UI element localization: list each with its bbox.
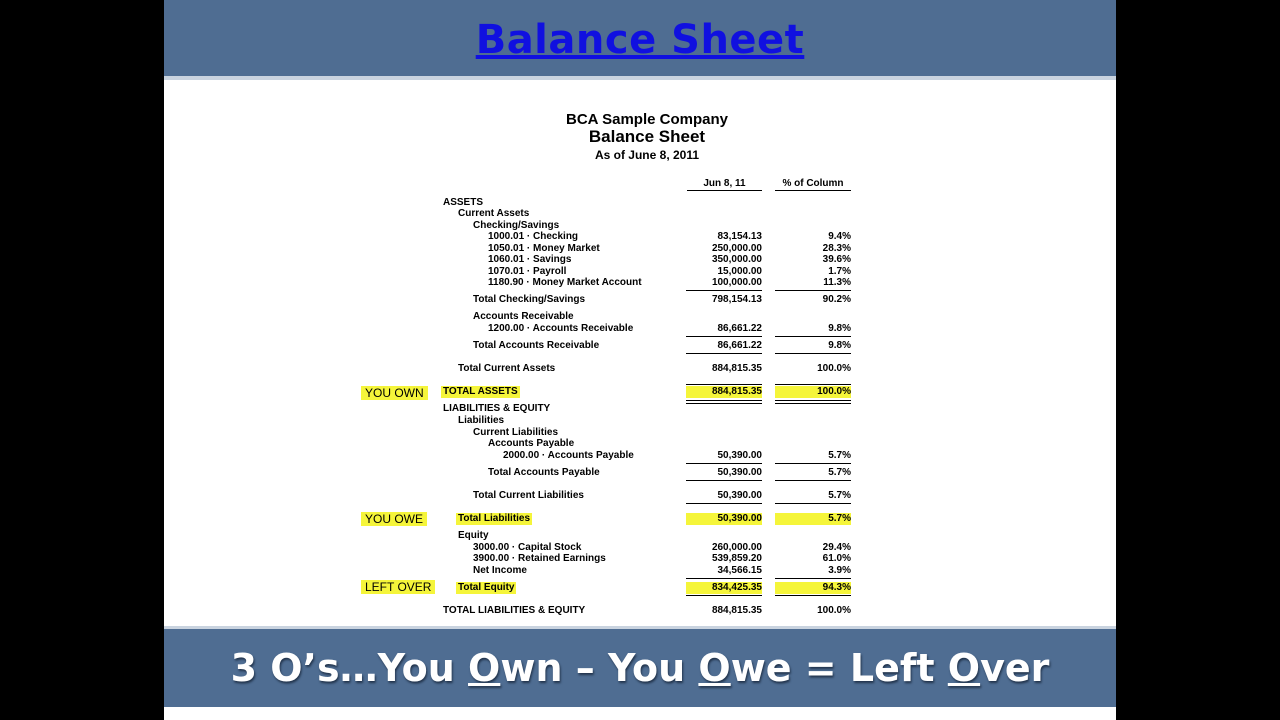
- row-label: Current Liabilities: [473, 427, 559, 438]
- table-row: [164, 438, 1116, 450]
- row-percent: 9.8%: [828, 323, 851, 334]
- row-percent: 3.9%: [828, 565, 851, 576]
- subtotal-rule: [686, 503, 762, 504]
- row-label: 3000.00 · Capital Stock: [473, 542, 582, 553]
- row-percent: 39.6%: [822, 254, 851, 265]
- subtotal-rule: [775, 290, 851, 291]
- column-header-percent: % of Column: [775, 178, 851, 191]
- row-amount: 834,425.35: [686, 582, 762, 594]
- row-amount: 884,815.35: [686, 386, 762, 398]
- annotation-you-own: YOU OWN: [361, 386, 428, 400]
- table-row: [164, 340, 1116, 352]
- subtotal-rule: [775, 503, 851, 504]
- total-double-rule: [775, 400, 851, 404]
- row-label: Current Assets: [458, 208, 530, 219]
- row-label: 1050.01 · Money Market: [488, 243, 600, 254]
- row-percent: 100.0%: [817, 363, 851, 374]
- subtotal-rule: [686, 463, 762, 464]
- row-label: 2000.00 · Accounts Payable: [503, 450, 634, 461]
- table-row: [164, 403, 1116, 415]
- row-amount: 50,390.00: [717, 450, 762, 461]
- row-amount: 50,390.00: [717, 490, 762, 501]
- row-label: Total Liabilities: [458, 513, 531, 524]
- row-percent: 11.3%: [823, 277, 851, 288]
- caption-part: wn – You: [500, 646, 699, 690]
- row-percent: 29.4%: [822, 542, 851, 553]
- row-label: ASSETS: [443, 197, 484, 208]
- row-label: LIABILITIES & EQUITY: [443, 403, 551, 414]
- row-amount: 539,859.20: [711, 553, 762, 564]
- table-row: [164, 513, 1116, 525]
- row-label: Total Equity: [458, 582, 515, 593]
- total-double-rule: [686, 400, 762, 404]
- row-label: Accounts Payable: [488, 438, 575, 449]
- row-amount: 50,390.00: [717, 467, 762, 478]
- subtotal-rule: [686, 595, 762, 596]
- balance-sheet-table: [164, 0, 1116, 720]
- row-amount: 798,154.13: [711, 294, 762, 305]
- row-percent: 100.0%: [817, 605, 851, 616]
- annotation-you-owe: YOU OWE: [361, 512, 427, 526]
- row-percent: 94.3%: [775, 582, 851, 594]
- row-label: 1060.01 · Savings: [488, 254, 572, 265]
- row-percent: 9.8%: [828, 340, 851, 351]
- annotation-left-over: LEFT OVER: [361, 580, 435, 594]
- row-label: Total Current Liabilities: [473, 490, 584, 501]
- row-percent: 100.0%: [775, 386, 851, 398]
- row-percent: 5.7%: [828, 450, 851, 461]
- row-label: Total Accounts Payable: [488, 467, 600, 478]
- caption-part: we = Left: [730, 646, 948, 690]
- table-row: [164, 450, 1116, 462]
- subtotal-rule: [775, 578, 851, 579]
- table-row: [164, 582, 1116, 594]
- caption-letter-o: O: [947, 646, 981, 690]
- row-label: 1070.01 · Payroll: [488, 266, 567, 277]
- table-row: [164, 553, 1116, 565]
- table-row: [164, 415, 1116, 427]
- report-title: Balance Sheet: [588, 127, 706, 146]
- row-label: TOTAL ASSETS: [443, 386, 518, 397]
- row-label: Total Accounts Receivable: [473, 340, 600, 351]
- table-row: [164, 530, 1116, 542]
- row-label: Accounts Receivable: [473, 311, 574, 322]
- caption-text: [164, 643, 1116, 693]
- table-row: [164, 311, 1116, 323]
- caption-part: 3 O’s…You: [230, 646, 469, 690]
- row-label: Liabilities: [458, 415, 505, 426]
- row-percent: 5.7%: [775, 513, 851, 525]
- report-date: As of June 8, 2011: [594, 148, 700, 162]
- subtotal-rule: [775, 595, 851, 596]
- row-label: 1200.00 · Accounts Receivable: [488, 323, 634, 334]
- subtotal-rule: [775, 384, 851, 385]
- row-percent: 9.4%: [828, 231, 851, 242]
- table-row: [164, 208, 1116, 220]
- row-label: 1180.90 · Money Market Account: [488, 277, 642, 288]
- row-amount: 884,815.35: [711, 363, 762, 374]
- caption-letter-o: O: [698, 646, 731, 690]
- subtotal-rule: [686, 290, 762, 291]
- row-amount: 86,661.22: [717, 323, 762, 334]
- row-label: Equity: [458, 530, 489, 541]
- row-label: 3900.00 · Retained Earnings: [473, 553, 606, 564]
- subtotal-rule: [775, 336, 851, 337]
- row-label: Total Current Assets: [458, 363, 556, 374]
- row-percent: 5.7%: [828, 467, 851, 478]
- row-label: Net Income: [473, 565, 527, 576]
- row-amount: 50,390.00: [686, 513, 762, 525]
- row-amount: 350,000.00: [711, 254, 762, 265]
- table-row: [164, 231, 1116, 243]
- table-row: [164, 386, 1116, 398]
- subtotal-rule: [686, 353, 762, 354]
- table-row: [164, 254, 1116, 266]
- row-amount: 83,154.13: [717, 231, 762, 242]
- row-percent: 61.0%: [822, 553, 851, 564]
- row-amount: 34,566.15: [717, 565, 762, 576]
- slide-title-link[interactable]: Balance Sheet: [475, 17, 805, 63]
- slide: [164, 0, 1116, 720]
- row-amount: 884,815.35: [711, 605, 762, 616]
- row-amount: 250,000.00: [711, 243, 762, 254]
- row-percent: 90.2%: [822, 294, 851, 305]
- table-row: [164, 490, 1116, 502]
- subtotal-rule: [686, 480, 762, 481]
- row-percent: 5.7%: [828, 490, 851, 501]
- subtotal-rule: [686, 336, 762, 337]
- company-name: BCA Sample Company: [566, 111, 728, 128]
- table-row: [164, 323, 1116, 335]
- subtotal-rule: [686, 384, 762, 385]
- table-row: [164, 277, 1116, 289]
- row-label: TOTAL LIABILITIES & EQUITY: [443, 605, 586, 616]
- row-amount: 86,661.22: [717, 340, 762, 351]
- row-label: Checking/Savings: [473, 220, 560, 231]
- subtotal-rule: [686, 578, 762, 579]
- subtotal-rule: [775, 463, 851, 464]
- table-row: [164, 467, 1116, 479]
- table-row: [164, 605, 1116, 617]
- caption-part: ver: [980, 646, 1050, 690]
- row-amount: 15,000.00: [717, 266, 762, 277]
- table-row: [164, 294, 1116, 306]
- table-row: [164, 363, 1116, 375]
- table-row: [164, 565, 1116, 577]
- row-label: 1000.01 · Checking: [488, 231, 579, 242]
- row-percent: 1.7%: [828, 266, 851, 277]
- row-percent: 28.3%: [822, 243, 851, 254]
- subtotal-rule: [775, 353, 851, 354]
- caption-banner: [164, 626, 1116, 707]
- subtotal-rule: [775, 480, 851, 481]
- row-amount: 260,000.00: [711, 542, 762, 553]
- column-header-amount: Jun 8, 11: [687, 178, 762, 191]
- row-label: Total Checking/Savings: [473, 294, 586, 305]
- row-amount: 100,000.00: [711, 277, 762, 288]
- caption-letter-o: O: [468, 646, 501, 690]
